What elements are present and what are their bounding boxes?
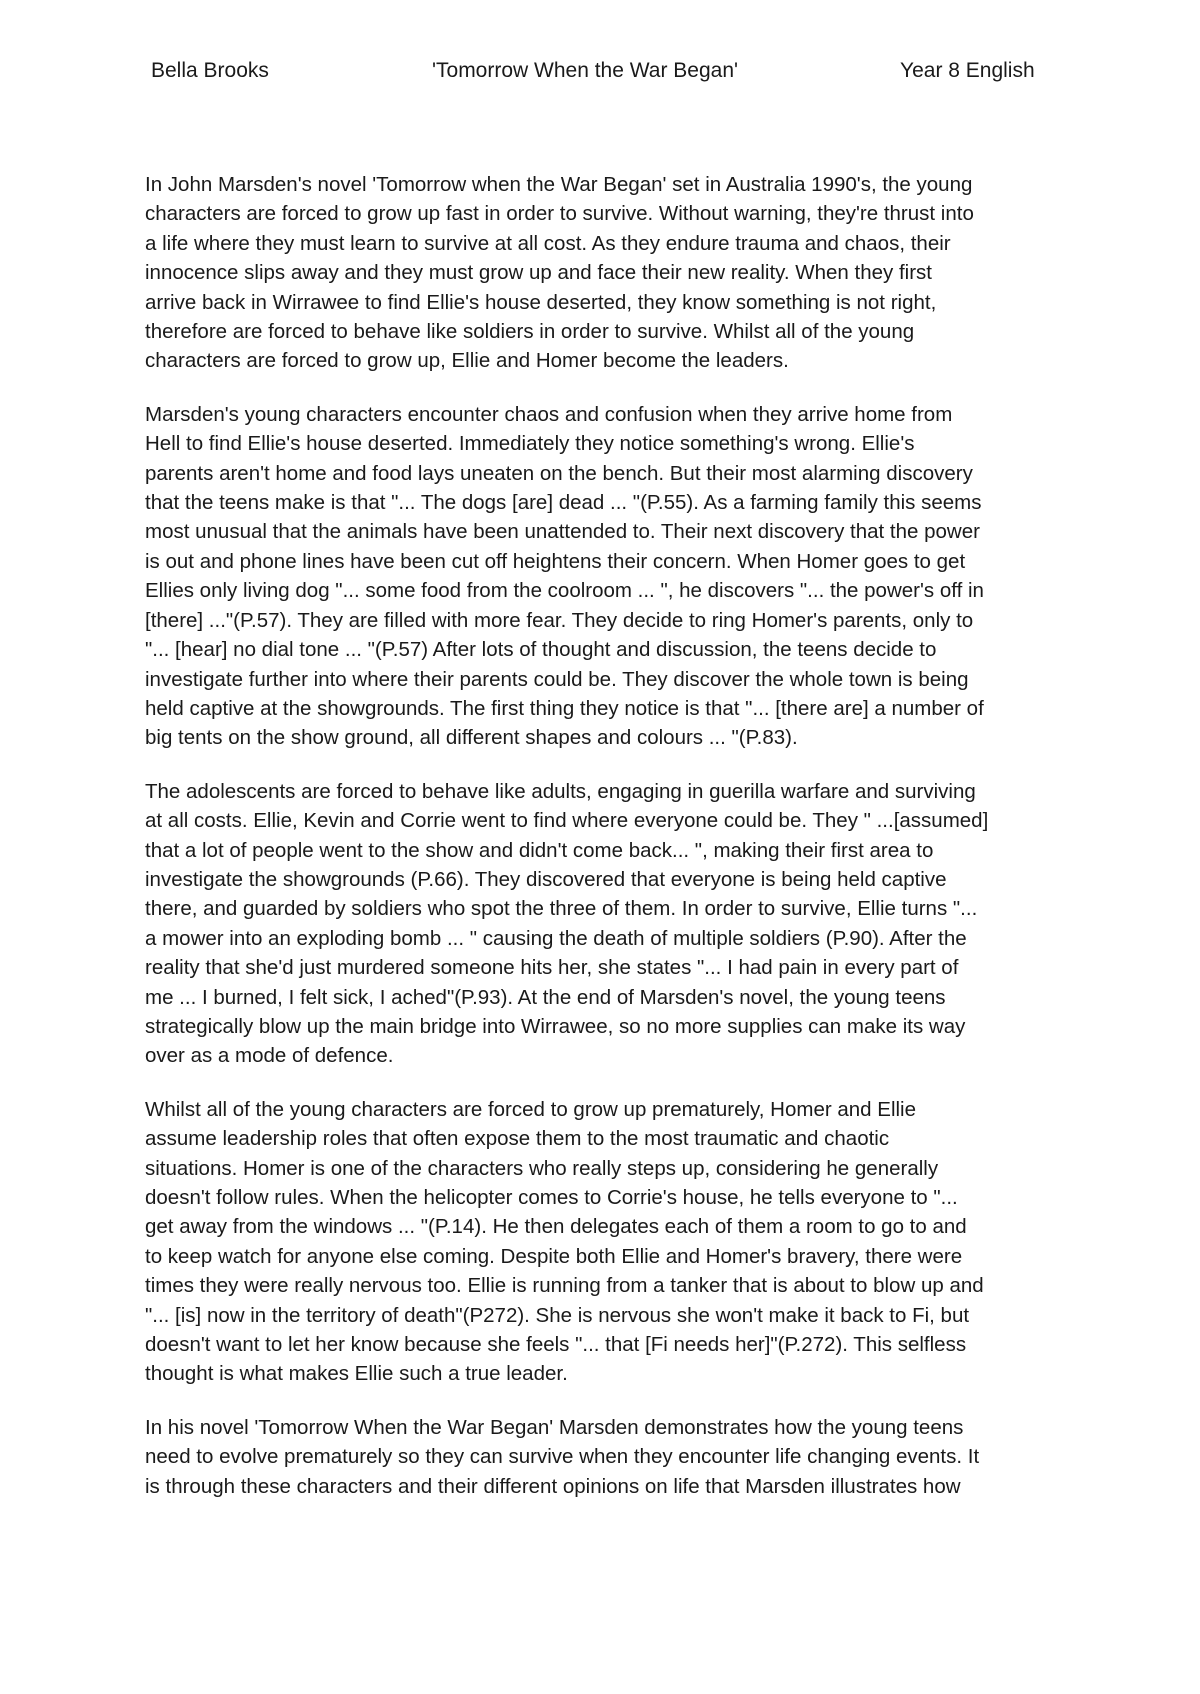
paragraph-line: "... [hear] no dial tone ... "(P.57) After lots of thought and discussion, the teens decide to [145, 638, 937, 662]
paragraph-line: arrive back in Wirrawee to find Ellie's house deserted, they know something is not right, [145, 290, 937, 314]
paragraph-line: that a lot of people went to the show and didn't come back... ", making their first area to [145, 838, 934, 862]
paragraph-line: investigate further into where their parents could be. They discover the whole town is being [145, 667, 969, 691]
paragraph-line: a mower into an exploding bomb ... " causing the death of multiple soldiers (P.90). After the [145, 926, 967, 950]
paragraph-line: doesn't want to let her know because she feels "... that [Fi needs her]"(P.272). This selfless [145, 1333, 967, 1357]
paragraph-line: The adolescents are forced to behave like adults, engaging in guerilla warfare and surviving [145, 779, 976, 803]
paragraph-line: reality that she'd just murdered someone hits her, she states "... I had pain in every part of [145, 956, 959, 980]
page-header [0, 56, 1200, 86]
paragraph-line: most unusual that the animals have been unattended to. Their next discovery that the power [145, 520, 980, 544]
header-author: Bella Brooks [151, 59, 269, 82]
essay-body [145, 170, 1075, 1525]
paragraph-line: is through these characters and their different opinions on life that Marsden illustrates how [145, 1474, 961, 1498]
paragraph-2 [145, 400, 1075, 753]
paragraph-line: investigate the showgrounds (P.66). They discovered that everyone is being held captive [145, 867, 947, 891]
header-title: 'Tomorrow When the War Began' [432, 59, 739, 82]
paragraph-line: doesn't follow rules. When the helicopter comes to Corrie's house, he tells everyone to "... [145, 1186, 958, 1209]
paragraph-line: In his novel 'Tomorrow When the War Began' Marsden demonstrates how the young teens [145, 1415, 964, 1439]
paragraph-line: Hell to find Ellie's house deserted. Immediately they notice something's wrong. Ellie's [145, 432, 915, 456]
paragraph-line: assume leadership roles that often expose them to the most traumatic and chaotic [145, 1127, 890, 1151]
paragraph-line: therefore are forced to behave like soldiers in order to survive. Whilst all of the young [145, 320, 915, 344]
paragraph-line: situations. Homer is one of the characters who really steps up, considering he generally [145, 1156, 939, 1180]
paragraph-line: Whilst all of the young characters are forced to grow up prematurely, Homer and Ellie [145, 1097, 917, 1121]
paragraph-line: need to evolve prematurely so they can survive when they encounter life changing events. It [145, 1445, 980, 1469]
paragraph-line: to keep watch for anyone else coming. Despite both Ellie and Homer's bravery, there were [145, 1244, 963, 1268]
paragraph-line: big tents on the show ground, all different shapes and colours ... "(P.83). [145, 726, 798, 750]
paragraph-line: over as a mode of defence. [145, 1044, 394, 1068]
paragraph-line: held captive at the showgrounds. The first thing they notice is that "... [there are] a number of [145, 696, 984, 720]
paragraph-line: [there] ..."(P.57). They are filled with more fear. They decide to ring Homer's parents, only to [145, 608, 974, 632]
paragraph-line: characters are forced to grow up fast in order to survive. Without warning, they're thrust into [145, 202, 974, 226]
paragraph-5 [145, 1413, 1075, 1501]
paragraph-line: "... [is] now in the territory of death"(P272). She is nervous she won't make it back to Fi, but [145, 1303, 970, 1327]
paragraph-line: In John Marsden's novel 'Tomorrow when the War Began' set in Australia 1990's, the young [145, 173, 973, 196]
paragraph-line: me ... I burned, I felt sick, I ached"(P.93). At the end of Marsden's novel, the young teens [145, 985, 946, 1009]
paragraph-line: parents aren't home and food lays uneaten on the bench. But their most alarming discovery [145, 461, 973, 485]
paragraph-line: at all costs. Ellie, Kevin and Corrie went to find where everyone could be. They " ...[assumed] [145, 809, 989, 833]
paragraph-line: that the teens make is that "... The dogs [are] dead ... "(P.55). As a farming family this seems [145, 491, 982, 515]
paragraph-1 [145, 170, 1075, 376]
paragraph-line: Ellies only living dog "... some food from the coolroom ... ", he discovers "... the power's off in [145, 579, 984, 603]
header-class: Year 8 English [900, 59, 1035, 82]
paragraph-line: there, and guarded by soldiers who spot the three of them. In order to survive, Ellie turns "... [145, 897, 978, 921]
paragraph-3 [145, 777, 1075, 1071]
paragraph-line: get away from the windows ... "(P.14). He then delegates each of them a room to go to and [145, 1215, 967, 1239]
paragraph-line: Marsden's young characters encounter chaos and confusion when they arrive home from [145, 402, 953, 426]
paragraph-line: strategically blow up the main bridge into Wirrawee, so no more supplies can make its way [145, 1014, 966, 1038]
paragraph-line: is out and phone lines have been cut off heightens their concern. When Homer goes to get [145, 549, 966, 573]
paragraph-line: thought is what makes Ellie such a true leader. [145, 1362, 568, 1386]
paragraph-4 [145, 1095, 1075, 1389]
paragraph-line: times they were really nervous too. Ellie is running from a tanker that is about to blow up and [145, 1274, 984, 1298]
paragraph-line: a life where they must learn to survive at all cost. As they endure trauma and chaos, their [145, 231, 951, 255]
paragraph-line: characters are forced to grow up, Ellie and Homer become the leaders. [145, 349, 789, 373]
paragraph-line: innocence slips away and they must grow up and face their new reality. When they first [145, 261, 932, 285]
